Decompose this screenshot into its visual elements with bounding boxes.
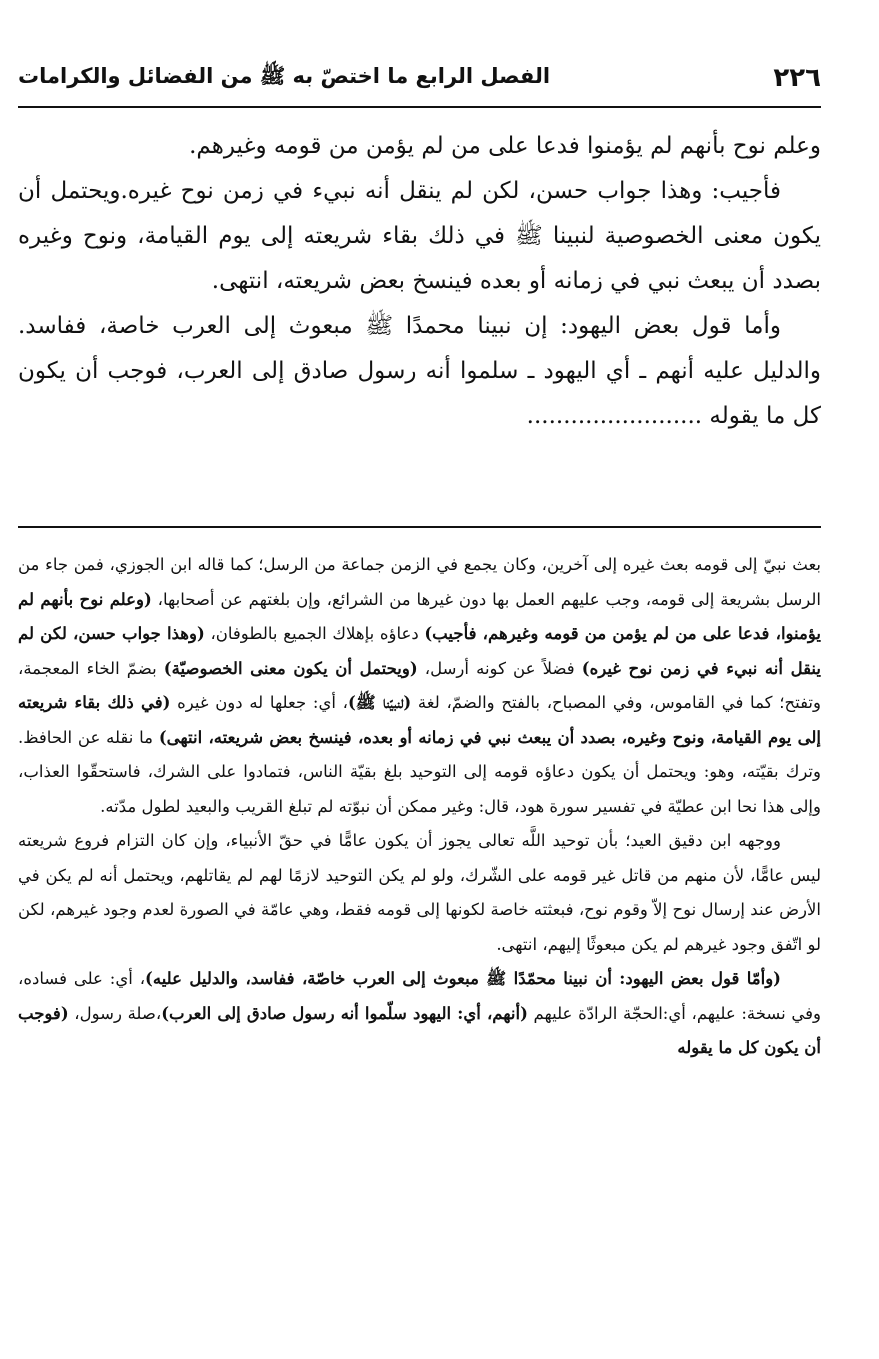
main-paragraph-3 [18,304,821,439]
header-rule [18,106,821,108]
main-text [18,124,821,439]
main-paragraph-3-text: وأما قول بعض اليهود: إن نبينا محمدًا ﷺ مبعوث إلى العرب خاصة، ففاسد. والدليل عليه أنهم ـ أي اليهود ـ سلموا أنه رسول صادق إلى العرب، فوجب أن يكون كل ما يقوله [18,313,821,429]
commentary-text-segment: فضلاً عن كونه أرسل، [417,658,582,678]
commentary-text-segment: دعاؤه بإهلاك الجميع بالطوفان، [204,624,425,643]
quoted-main-text: (في ذلك بقاء شريعته إلى يوم القيامة، ونوح وغيره، بصدد أن يبعث نبي في زمانه أو بعده، فينسخ بعض شريعته، انتهى) [18,693,821,747]
commentary-text-segment: بعث نبيّ إلى قومه بعث غيره إلى آخرين، وكان يجمع في الزمن جماعة من الرسل؛ كما قاله ابن الجوزي، فمن جاء من الرسل بشريعة إلى قومه، وجب عليهم العمل بها دون غيرها من الشرائع، وإن بلغتهم عن أصحابها، [18,555,821,609]
commentary-paragraph-2: ووجهه ابن دقيق العيد؛ بأن توحيد اللَّه تعالى يجوز أن يكون عامًّا في حقّ الأنبياء، وإن كان التزام فروع شريعته ليس عامًّا، لأن منهم من قاتل غير قومه على الشّرك، ولو لم يكن التوحيد لازمًا لهم لم يقاتلهم، ويحتمل أنه لم يكن في الأرض عند إرسال نوح إلاّ وقوم نوح، فبعثته خاصة لكونها إلى قومه فقط، وهي عامّة في الصورة لعدم وجود غيرهم، لكن لو اتّفق وجود غيرهم لم يكن مبعوثًا إليهم، انتهى. [18,831,821,954]
quoted-main-text: (فوجب أن يكون كل ما يقوله [18,1003,821,1057]
commentary-text-segment: بضمّ الخاء المعجمة، وتفتح؛ كما في القاموس، وفي المصباح، بالفتح والضمّ، لغة [18,658,821,712]
quoted-main-text: (وعلم نوح بأنهم لم يؤمنوا، فدعا على من لم يؤمن من قومه وغيرهم، فأجيب) [18,589,821,643]
footnote-separator-rule [18,526,821,528]
main-paragraph-1: وعلم نوح بأنهم لم يؤمنوا فدعا على من لم يؤمن من قومه وغيرهم. [189,133,821,159]
quoted-main-text: (أنهم، أي: اليهود سلّموا أنه رسول صادق إلى العرب) [161,1003,528,1023]
page-number: ٢٢٦ [773,63,821,93]
quoted-main-text: (وأمّا قول بعض اليهود: أن نبينا محمّدًا ﷺ مبعوث إلى العرب خاصّة، ففاسد، والدليل عليه) [145,969,781,988]
running-head: الفصل الرابع ما اختصّ به ﷺ من الفضائل والكرامات [18,63,551,88]
commentary-text-segment: ،صلة رسول، [68,1003,162,1023]
main-paragraph-2: فأجيب: وهذا جواب حسن، لكن لم ينقل أنه نبيء في زمن نوح غيره.ويحتمل أن يكون معنى الخصوصية لنبينا ﷺ في ذلك بقاء شريعته إلى يوم القيامة، ونوح وغيره بصدد أن يبعث نبي في زمانه أو بعده فينسخ بعض شريعته، انتهى. [18,178,821,294]
commentary-text-segment: ، أي: على فساده، وفي نسخة: عليهم، أي:الحجّة الرادّة عليهم [18,969,821,1023]
commentary-text [18,548,821,1066]
commentary-text-segment: ، أي: جعلها له دون غيره [170,693,348,712]
quoted-main-text: (وهذا جواب حسن، لكن لم ينقل أنه نبيء في زمن نوح غيره) [18,624,821,678]
commentary-paragraph-3 [18,962,821,1066]
quoted-main-text: (لنبيّنا ﷺ) [348,693,412,712]
ellipsis-dots: ........................ [526,403,703,429]
page-header [18,58,821,98]
commentary-paragraph-1 [18,548,821,824]
quoted-main-text: (ويحتمل أن يكون معنى الخصوصيّة) [163,658,418,678]
book-page [18,40,821,1340]
commentary-text-segment: ما نقله عن الحافظ. وترك بقيّته، وهو: ويحتمل أن يكون دعاؤه قومه إلى التوحيد بلغ بقيّة الناس، فتمادوا على الشرك، فاستحقّوا العذاب، وإلى هذا نحا ابن عطيّة في تفسير سورة هود، قال: وغير ممكن أن نبوّته لم تبلغ القريب والبعيد لطول مدّته. [18,727,821,816]
